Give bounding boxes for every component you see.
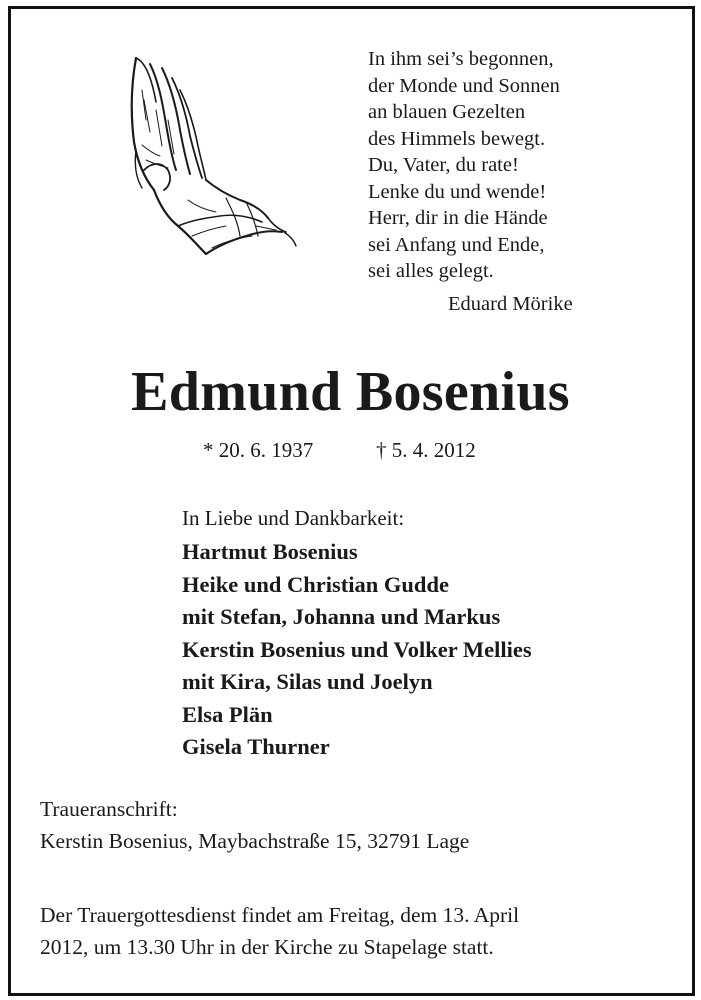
poem-line: Du, Vater, du rate! bbox=[368, 154, 519, 176]
poem-line: an blauen Gezelten bbox=[368, 101, 526, 123]
service-notice bbox=[40, 899, 519, 963]
address-label: Traueranschrift: bbox=[40, 797, 178, 821]
poem-line: Lenke du und wende! bbox=[368, 180, 547, 203]
mourner-name: Elsa Plän bbox=[182, 701, 273, 727]
mourner-name: mit Stefan, Johanna und Markus bbox=[182, 604, 501, 629]
mourner-name: Hartmut Bosenius bbox=[182, 539, 358, 564]
service-line: Der Trauergottesdienst findet am Freitag, dem 13. April bbox=[40, 903, 520, 927]
address-text: Kerstin Bosenius, Maybachstraße 15, 32791 Lage bbox=[40, 829, 470, 853]
service-line: 2012, um 13.30 Uhr in der Kirche zu Stapelage statt. bbox=[40, 935, 494, 959]
poem-author: Eduard Mörike bbox=[448, 293, 573, 315]
death-date: † 5. 4. 2012 bbox=[376, 438, 476, 462]
poem-line: sei alles gelegt. bbox=[368, 260, 494, 282]
poem-line: des Himmels bewegt. bbox=[368, 127, 546, 150]
poem-line: In ihm sei’s begonnen, bbox=[368, 48, 554, 70]
praying-hands-icon bbox=[106, 50, 306, 270]
poem-line: der Monde und Sonnen bbox=[368, 74, 560, 97]
mourner-name: mit Kira, Silas und Joelyn bbox=[182, 669, 433, 694]
birth-date: * 20. 6. 1937 bbox=[203, 438, 314, 462]
mourner-name: Kerstin Bosenius und Volker Mellies bbox=[182, 636, 532, 662]
deceased-name: Edmund Bosenius bbox=[131, 361, 570, 423]
poem-line: Herr, dir in die Hände bbox=[368, 207, 548, 229]
mourners-intro: In Liebe und Dankbarkeit: bbox=[182, 506, 405, 530]
mourners-list bbox=[182, 536, 532, 764]
poem-line: sei Anfang und Ende, bbox=[368, 233, 545, 256]
mourner-name: Gisela Thurner bbox=[182, 734, 330, 759]
mourner-name: Heike und Christian Gudde bbox=[182, 571, 449, 597]
poem bbox=[368, 46, 560, 285]
